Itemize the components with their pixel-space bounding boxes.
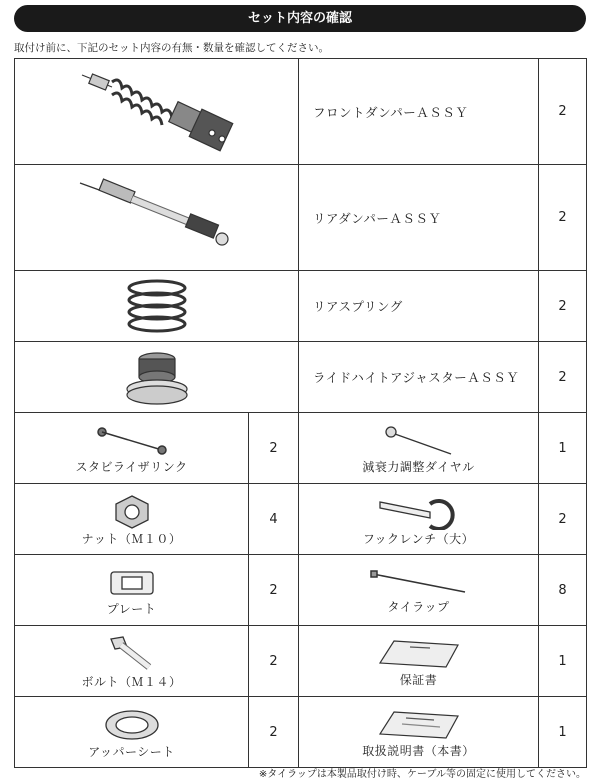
part-name: 取扱説明書（本書） [362, 743, 475, 758]
table-row [15, 626, 587, 697]
tie-wrap-icon [369, 568, 469, 598]
part-qty: 2 [539, 59, 587, 165]
part-name: タイラップ [387, 599, 450, 614]
part-name: リアダンパーＡＳＳＹ [299, 165, 539, 271]
part-qty: 2 [249, 413, 299, 484]
front-damper-icon [72, 67, 242, 157]
table-row [15, 59, 587, 165]
section-title: セット内容の確認 [14, 5, 586, 32]
table-row [15, 413, 587, 484]
part-qty: 1 [539, 697, 587, 768]
rear-spring-icon [122, 276, 192, 336]
part-name: ライドハイトアジャスターＡＳＳＹ [299, 342, 539, 413]
part-qty: 2 [249, 555, 299, 626]
part-name: 減衰力調整ダイヤル [362, 459, 475, 474]
part-qty: 2 [539, 342, 587, 413]
part-qty: 2 [539, 484, 587, 555]
part-qty: 8 [539, 555, 587, 626]
table-row [15, 484, 587, 555]
parts-table [14, 58, 587, 768]
part-name: アッパーシート [88, 744, 175, 759]
table-row [15, 555, 587, 626]
part-qty: 1 [539, 413, 587, 484]
part-qty: 2 [539, 165, 587, 271]
part-name: フロントダンパーＡＳＳＹ [299, 59, 539, 165]
table-row [15, 165, 587, 271]
part-qty: 2 [539, 271, 587, 342]
part-name: プレート [106, 601, 157, 616]
upper-seat-icon [102, 707, 162, 743]
part-name: ボルト（Ｍ１４） [81, 674, 182, 689]
ride-height-adjuster-icon [122, 347, 192, 407]
part-qty: 1 [539, 626, 587, 697]
footnote: ※タイラップは本製品取付け時、ケーブル等の固定に使用してください。 [258, 769, 586, 780]
part-name: ナット（Ｍ１０） [81, 531, 182, 546]
rear-damper-icon [72, 173, 242, 263]
part-qty: 2 [249, 697, 299, 768]
part-name: リアスプリング [299, 271, 539, 342]
part-qty: 4 [249, 484, 299, 555]
stabilizer-link-icon [92, 424, 172, 458]
part-name: フックレンチ（大） [362, 531, 475, 546]
intro-text: 取付け前に、下記のセット内容の有無・数量を確認してください。 [14, 42, 329, 54]
table-row [15, 697, 587, 768]
part-name: スタビライザリンク [75, 459, 188, 474]
damping-dial-icon [379, 424, 459, 458]
part-name: 保証書 [399, 672, 438, 687]
hook-wrench-icon [374, 494, 464, 530]
part-qty: 2 [249, 626, 299, 697]
table-row [15, 271, 587, 342]
manual-icon [374, 708, 464, 742]
plate-icon [107, 566, 157, 600]
bolt-icon [107, 635, 157, 673]
warranty-icon [374, 637, 464, 671]
nut-icon [112, 494, 152, 530]
table-row [15, 342, 587, 413]
